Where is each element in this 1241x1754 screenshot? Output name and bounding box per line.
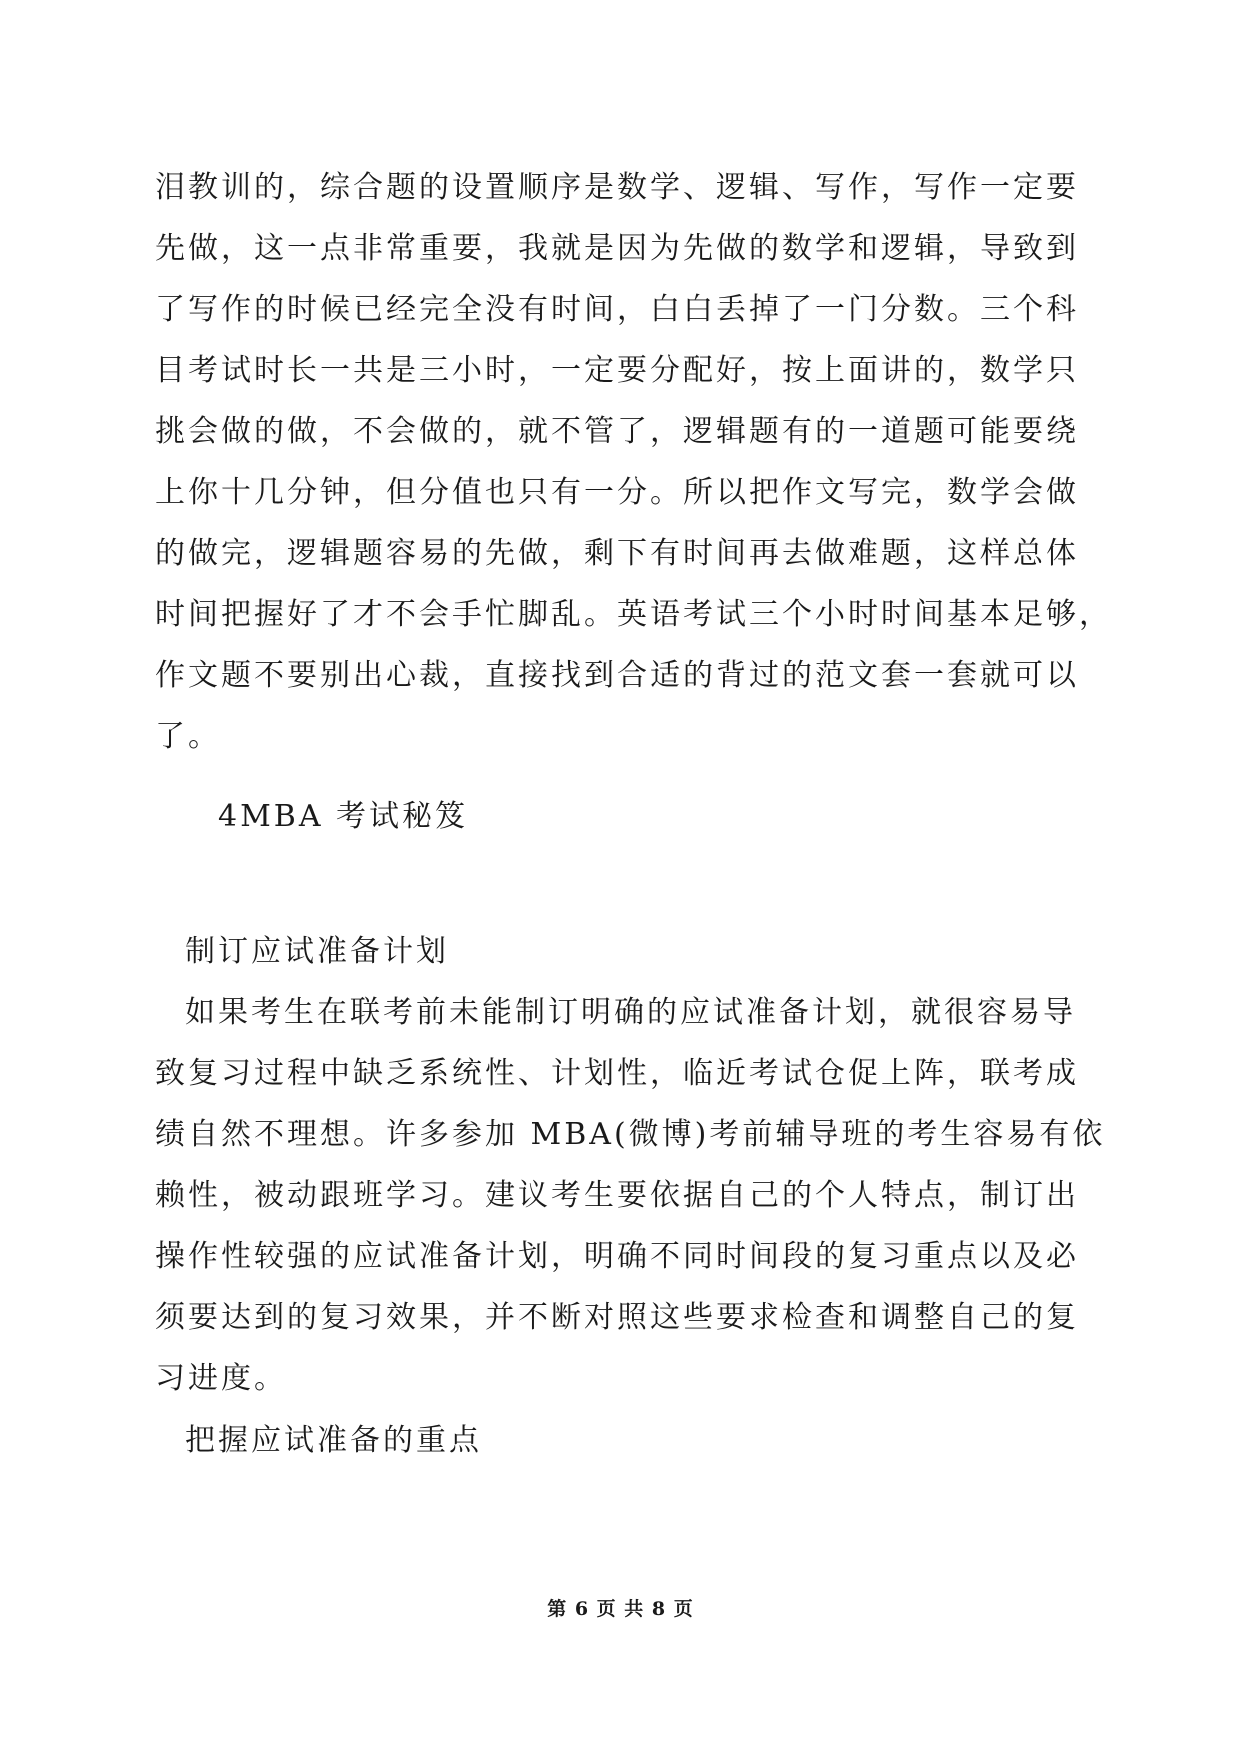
paragraph-line: 了。 (155, 719, 221, 754)
page-number-footer: 第 6 页 共 8 页 (547, 1598, 694, 1620)
paragraph-line: 挑会做的做，不会做的，就不管了，逻辑题有的一道题可能要绕 (155, 414, 1079, 449)
paragraph-line: 绩自然不理想。许多参加 MBA(微博)考前辅导班的考生容易有依 (155, 1117, 1106, 1152)
heading-1: 制订应试准备计划 (185, 934, 449, 969)
paragraph-line: 了写作的时候已经完全没有时间，白白丢掉了一门分数。三个科 (155, 292, 1079, 327)
paragraph-line: 如果考生在联考前未能制订明确的应试准备计划，就很容易导 (185, 995, 1076, 1030)
heading-2: 把握应试准备的重点 (185, 1423, 482, 1458)
paragraph-line: 上你十几分钟，但分值也只有一分。所以把作文写完，数学会做 (155, 475, 1079, 510)
paragraph-line: 时间把握好了才不会手忙脚乱。英语考试三个小时时间基本足够， (155, 597, 1112, 632)
paragraph-line: 致复习过程中缺乏系统性、计划性，临近考试仓促上阵，联考成 (155, 1056, 1079, 1091)
paragraph-line: 赖性，被动跟班学习。建议考生要依据自己的个人特点，制订出 (155, 1178, 1079, 1213)
paragraph-line: 习进度。 (155, 1361, 287, 1396)
paragraph-line: 的做完，逻辑题容易的先做，剩下有时间再去做难题，这样总体 (155, 536, 1079, 571)
paragraph-line: 先做，这一点非常重要，我就是因为先做的数学和逻辑，导致到 (155, 231, 1079, 266)
paragraph-line: 须要达到的复习效果，并不断对照这些要求检查和调整自己的复 (155, 1300, 1079, 1335)
paragraph-line: 泪教训的，综合题的设置顺序是数学、逻辑、写作，写作一定要 (155, 170, 1079, 205)
section-title: 4MBA 考试秘笈 (218, 799, 469, 834)
paragraph-line: 操作性较强的应试准备计划，明确不同时间段的复习重点以及必 (155, 1239, 1079, 1274)
paragraph-line: 作文题不要别出心裁，直接找到合适的背过的范文套一套就可以 (155, 658, 1079, 693)
paragraph-line: 目考试时长一共是三小时，一定要分配好，按上面讲的，数学只 (155, 353, 1079, 388)
